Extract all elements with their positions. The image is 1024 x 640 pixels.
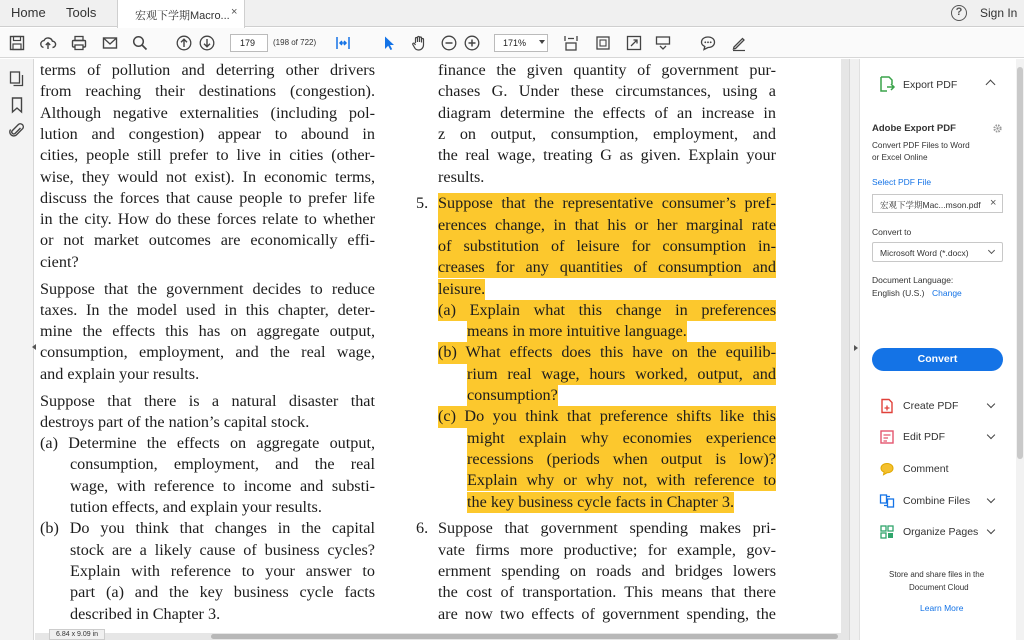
edit-pdf-icon <box>879 429 895 445</box>
adobe-export-title: Adobe Export PDF <box>872 123 956 134</box>
question-number: 6. <box>416 519 429 538</box>
text-line: Explain with reference to your answer to <box>70 561 375 580</box>
document-tab-label: 宏观下学期Macro... <box>135 10 230 22</box>
highlighted-text-line: recessions (periods when output is low)? <box>467 449 776 470</box>
bookmark-icon[interactable] <box>8 96 26 114</box>
text-line: tution effects, and explain your results. <box>70 498 322 516</box>
highlighted-text-line: erences change, in that his or her marginal rate <box>438 215 776 236</box>
highlighted-text-line: means in more intuitive language. <box>467 321 687 342</box>
settings-gear-icon[interactable] <box>992 121 1003 132</box>
cloud-promo-line1: Store and share files in the <box>889 570 985 579</box>
text-line: terms of pollution and deterring other drivers <box>40 61 375 79</box>
tools-pane-scrollbar[interactable] <box>1016 59 1024 640</box>
pane-toggle-handle[interactable] <box>850 59 860 640</box>
highlighted-text-line: (c) Do you think that preference shifts like this <box>438 406 776 427</box>
text-line: wage, with reference to income and substi- <box>70 476 375 495</box>
text-line: ernment spending on roads and bridges lowers <box>438 561 776 580</box>
document-viewport[interactable] <box>35 59 849 640</box>
text-line: consumption, employment, and the real <box>70 455 375 474</box>
tools-pane-scroll-thumb[interactable] <box>1017 67 1023 459</box>
left-navigation-rail <box>0 59 34 640</box>
close-tab-icon[interactable]: × <box>231 6 238 18</box>
page-number-input[interactable]: 179 <box>230 34 268 52</box>
document-language-label: Document Language: <box>872 275 954 285</box>
zoom-dropdown-caret-icon <box>539 40 545 44</box>
tool-comment[interactable] <box>872 459 1006 479</box>
text-line: (a) Determine the effects on aggregate output, <box>40 434 375 453</box>
selected-file-field[interactable] <box>872 194 1003 213</box>
text-line: described in Chapter 3. <box>70 604 221 623</box>
next-page-icon[interactable] <box>198 34 216 52</box>
output-format-select[interactable] <box>872 242 1003 262</box>
text-line: finance the given quantity of government pur- <box>438 61 776 79</box>
comment-bubble-icon[interactable] <box>699 34 717 52</box>
expand-pane-arrow-icon <box>854 345 858 351</box>
chevron-down-icon[interactable] <box>987 495 995 503</box>
output-format-value: Microsoft Word (*.docx) <box>880 248 969 258</box>
chevron-down-icon[interactable] <box>987 526 995 534</box>
highlighted-text-line: consumption? <box>467 385 558 406</box>
chevron-down-icon[interactable] <box>987 400 995 408</box>
export-pdf-label[interactable]: Export PDF <box>903 79 958 91</box>
text-line: part (a) and the key business cycle facts <box>70 583 375 602</box>
pen-sign-icon[interactable] <box>730 34 748 52</box>
pdf-page <box>35 59 841 633</box>
upload-cloud-icon[interactable] <box>39 34 57 52</box>
text-line: z on output, consumption, employment, and <box>438 124 776 143</box>
highlighted-text-line: creases for any quantities of consumption and <box>438 257 776 278</box>
export-description-line2: or Excel Online <box>872 153 928 162</box>
nav-home[interactable]: Home <box>11 5 46 20</box>
export-description-line1: Convert PDF Files to Word <box>872 141 970 150</box>
nav-tools[interactable]: Tools <box>66 5 97 20</box>
text-line: destroys part of the nation’s capital stock. <box>40 412 310 431</box>
text-line: the real wage, treating G as given. Explain your <box>438 146 776 165</box>
cloud-promo-line2: Document Cloud <box>909 583 969 592</box>
highlighted-text-line: leisure. <box>438 279 485 300</box>
tool-edit-pdf[interactable] <box>872 427 1006 447</box>
save-icon[interactable] <box>8 34 26 52</box>
tool-label: Create PDF <box>903 400 959 412</box>
previous-page-icon[interactable] <box>175 34 193 52</box>
text-line: (b) Do you think that changes in the capital <box>40 519 375 538</box>
zoom-value: 171% <box>503 38 527 48</box>
hand-tool-icon[interactable] <box>410 34 428 52</box>
text-line: diagram determine the effects of an increase in <box>438 103 776 122</box>
text-line: and explain your results. <box>40 364 200 383</box>
zoom-out-icon[interactable] <box>440 34 458 52</box>
collapse-left-arrow-icon[interactable] <box>32 344 36 350</box>
highlighted-text-line: (a) Explain what this change in preferences <box>438 300 776 321</box>
document-language-value: English (U.S.) <box>872 288 925 298</box>
select-pdf-file-link[interactable]: Select PDF File <box>872 177 932 187</box>
question-number: 5. <box>416 194 429 213</box>
text-line: cient? <box>40 252 79 271</box>
highlighted-text-line: of substitution of leisure for consumption in- <box>438 236 776 257</box>
convert-to-label: Convert to <box>872 227 912 237</box>
print-icon[interactable] <box>70 34 88 52</box>
email-icon[interactable] <box>101 34 119 52</box>
text-line: discuss the forces that cause people to prefer life <box>40 188 375 207</box>
text-line: Suppose that the government decides to reduce <box>40 279 375 298</box>
select-cursor-icon[interactable] <box>380 34 398 52</box>
horizontal-scroll-thumb[interactable] <box>211 634 838 639</box>
full-screen-icon[interactable] <box>625 34 643 52</box>
highlighted-text-line: rium real wage, hours worked, output, and <box>467 364 776 385</box>
highlighted-text-line: the key business cycle facts in Chapter 3. <box>467 492 734 513</box>
text-line: lution and congestion) appear to abound in <box>40 124 375 143</box>
tool-label: Edit PDF <box>903 431 946 443</box>
text-line: wise, they would not exist). In economic terms, <box>40 167 375 186</box>
highlighted-text-line: might explain why economies experience <box>467 428 776 449</box>
help-icon[interactable]: ? <box>951 5 967 21</box>
text-line: Although negative externalities (including pol- <box>40 103 375 122</box>
tool-organize-pages[interactable] <box>872 522 1006 542</box>
tool-combine-files[interactable] <box>872 491 1006 511</box>
text-line: are now two effects of government spending, the <box>438 604 776 623</box>
highlighted-text-line: Suppose that the representative consumer’s pref- <box>438 193 776 214</box>
text-line: Suppose that government spending makes pri- <box>438 519 776 538</box>
text-line: consumption, employment, and the real wage, <box>40 343 375 362</box>
page-count: (198 of 722) <box>273 38 317 47</box>
text-line: vate firms more productive; for example, gov- <box>438 540 776 559</box>
text-line: the cost of transportation. This means that there <box>438 583 776 602</box>
comment-icon <box>879 461 895 477</box>
highlighted-text-line: Explain why or why not, with reference to <box>467 470 776 491</box>
tool-create-pdf[interactable] <box>872 396 1006 416</box>
page-fit-icon[interactable] <box>334 34 352 52</box>
text-line: in the city. How do these forces relate to whether <box>40 210 375 229</box>
text-line: Suppose that there is a natural disaster that <box>40 391 375 410</box>
change-language-link[interactable]: Change <box>932 288 962 298</box>
text-line: results. <box>438 167 485 186</box>
convert-button[interactable]: Convert <box>872 348 1003 371</box>
attachment-icon[interactable] <box>8 121 26 139</box>
text-line: stock are a likely cause of business cycles? <box>70 540 375 559</box>
text-line: or not market outcomes are economically effi- <box>40 231 375 250</box>
fit-page-width-icon[interactable] <box>562 34 580 52</box>
document-tab[interactable] <box>117 0 245 28</box>
page-size-indicator: 6.84 x 9.09 in <box>49 629 105 640</box>
export-pdf-icon[interactable] <box>878 75 896 93</box>
text-line: mine the effects this has on aggregate output, <box>40 322 375 341</box>
text-line: from reaching their destinations (congestion). <box>40 82 375 101</box>
highlighted-text-line: (b) What effects does this have on the equilib- <box>438 342 776 363</box>
combine-files-icon <box>879 493 895 509</box>
create-pdf-icon <box>879 398 895 414</box>
search-icon[interactable] <box>131 34 149 52</box>
rotate-view-icon[interactable] <box>594 34 612 52</box>
selected-file-name: 宏观下学期Mac...mson.pdf <box>880 200 981 210</box>
pages-thumbnail-icon[interactable] <box>8 70 26 88</box>
tool-label: Comment <box>903 463 949 475</box>
clear-file-icon[interactable]: × <box>990 197 997 209</box>
text-line: chases G. Under these circumstances, using a <box>438 82 776 101</box>
learn-more-link[interactable]: Learn More <box>920 603 964 613</box>
tab-bar <box>0 0 1024 27</box>
sign-in-link[interactable]: Sign In <box>980 6 1018 20</box>
zoom-in-icon[interactable] <box>463 34 481 52</box>
tool-label: Organize Pages <box>903 526 979 538</box>
text-line: taxes. In the model used in this chapter, deter- <box>40 300 375 319</box>
chevron-down-icon <box>988 247 995 254</box>
tool-label: Combine Files <box>903 495 971 507</box>
text-line: cities, people still prefer to live in cities (other- <box>40 146 375 165</box>
organize-pages-icon <box>879 524 895 540</box>
document-vertical-scrollbar[interactable] <box>841 59 849 633</box>
zoom-select[interactable] <box>494 34 548 52</box>
document-horizontal-scrollbar[interactable] <box>35 633 849 640</box>
scroll-mode-icon[interactable] <box>654 34 672 52</box>
chevron-down-icon[interactable] <box>987 431 995 439</box>
